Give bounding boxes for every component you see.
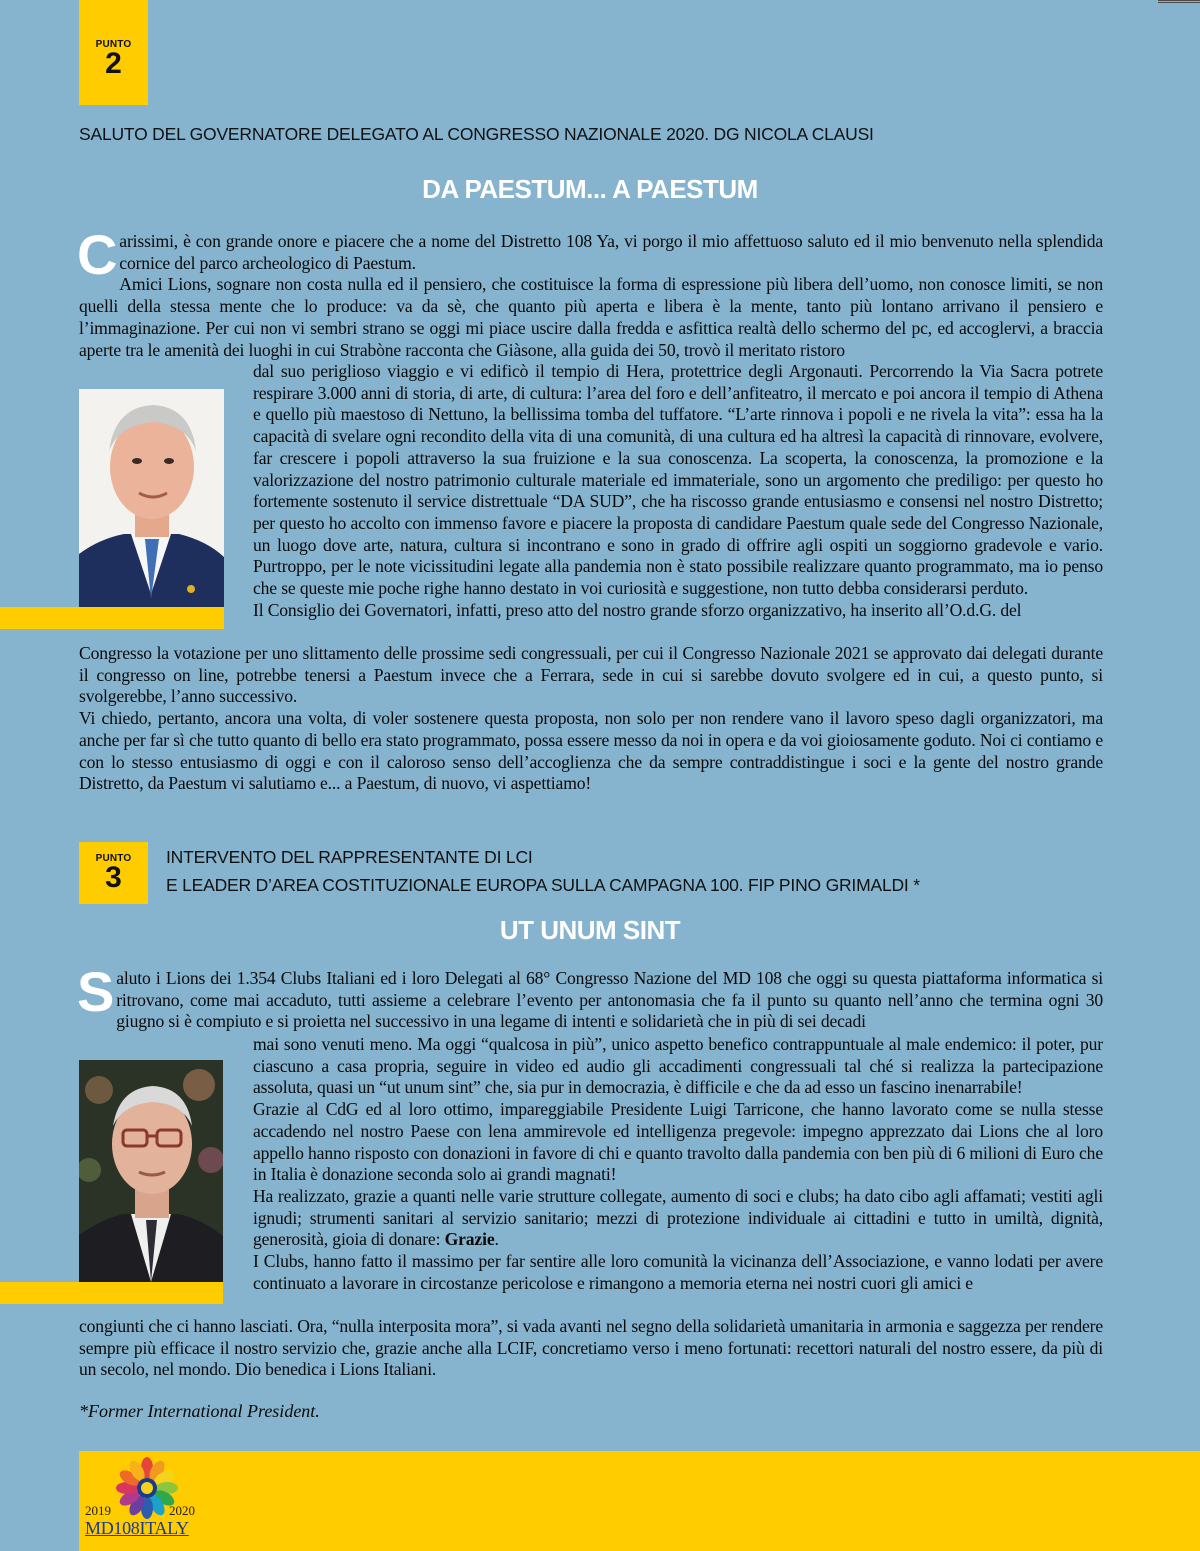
photo-accent-bar [0, 607, 224, 629]
article-title-1: DA PAESTUM... A PAESTUM [422, 174, 758, 204]
paragraph: Congresso la votazione per uno slittamento delle prossime sedi congressuali, per cui il Congresso Nazionale 2021 se approvato dai delegati durante il congresso on line, potrebbe tenersi a Paestum invece che a Ferrara, sede in cui si sarebbe dovuto svolgere ed in cui, a questo punto, si svolgerebbe, l’anno successivo. [79, 643, 1103, 707]
section-heading-2: SALUTO DEL GOVERNATORE DELEGATO AL CONGRESSO NAZIONALE 2020. DG NICOLA CLAUSI [79, 124, 874, 144]
paragraph: aluto i Lions dei 1.354 Clubs Italiani ed i loro Delegati al 68° Congresso Nazione del MD 108 che oggi su questa piattaforma informatica si ritrovano, come mai accaduto, tutti assieme a celebrare l’evento per antonomasia che fa il punto su quanto nell’anno che termina ogni 30 giugno si è compiuto e si proietta nel successivo in una legame di intenti e solidarietà che in più di sei decadi [116, 968, 1103, 1032]
punto-number: 3 [105, 861, 122, 894]
paragraph: mai sono venuti meno. Ma oggi “qualcosa in più”, unico aspetto benefico contrappuntuale al male endemico: il poter, pur ciascuno a casa propria, seguire in video ed audio gli accadimenti congressuali tal ché si realizza la partecipazione assoluta, quasi un “ut unum sint” che, sia pur in democrazia, è difficile e che da ad esso un fascino inenarrabile! [253, 1034, 1103, 1098]
paragraph-text: Ha realizzato, grazie a quanti nelle varie strutture collegate, aumento di soci e clubs; ha dato cibo agli affamati; vestiti agli ignudi; strumenti sanitari al servizio sanitario; mezzi di protezione individuale ai cittadini e tutto in umiltà, dignità, generosità, gioia di donare: [253, 1185, 1103, 1250]
portrait-photo-grimaldi [79, 1060, 223, 1282]
paragraph-end: . [494, 1229, 499, 1250]
article-text-2-bottom [79, 1316, 1103, 1381]
article-text-1-wrap [253, 361, 1103, 621]
punto-3-badge [79, 842, 148, 904]
footer-band [79, 1451, 1200, 1551]
photo-accent-bar [0, 1282, 223, 1304]
paragraph: Amici Lions, sognare non costa nulla ed il pensiero, che costituisce la forma di espressione più libera dell’uomo, non conosce limiti, se non quelli della stessa mente che lo produce: va da sè, che quanto più aperta e libera è la mente, tanto più lontano arrivano il pensiero e l’immaginazione. Per cui non vi sembri strano se oggi mi piace uscire dalla fredda e asfittica realtà dello schermo del pc, ed accoglervi, a braccia aperte tra le amenità dei luoghi in cui Strabòne racconta che Giàsone, alla guida dei 50, trovò il meritato ristoro [79, 274, 1103, 360]
article-text-1-top [77, 223, 1103, 361]
paragraph: Grazie al CdG ed al loro ottimo, impareggiabile Presidente Luigi Tarricone, che hanno lavorato come se nulla stesse accadendo nel nostro Paese con lena ammirevole ed intelligenza pregevole: impegno apprezzato dai Lions che al loro appello hanno risposto con donazioni in favore di chi e quanto travolto dalla pandemia con ben più di 6 milioni di Euro che in Italia è donazione seconda solo ai grandi magnati! [253, 1099, 1103, 1185]
paragraph: arissimi, è con grande onore e piacere che a nome del Distretto 108 Ya, vi porgo il mio affettuoso saluto ed il mio benvenuto nella splendida cornice del parco archeologico di Paestum. [119, 231, 1103, 273]
portrait-grimaldi-image [79, 1060, 223, 1282]
paragraph: Vi chiedo, pertanto, ancora una volta, di voler sostenere questa proposta, non solo per non rendere vano il lavoro speso dagli organizzatori, ma anche per far sì che tutto quanto di bello era stato programmato, possa essere messo da noi in opera e da voi gioiosamente goduto. Noi ci contiamo e con lo stesso entusiasmo di oggi e con il caloroso senso dell’accoglienza che da sempre contraddistingue i soci e la gente del nostro grande Distretto, da Paestum vi salutiamo e... a Paestum, di nuovo, vi aspettiamo! [79, 708, 1103, 794]
article-text-1-bottom [79, 643, 1103, 795]
portrait-photo-governor [79, 389, 224, 607]
section-heading-3 [166, 843, 920, 899]
punto-2-badge [79, 0, 148, 105]
top-edge-line [1158, 0, 1200, 3]
logo-wordmark: MD108ITALY [85, 1518, 189, 1538]
portrait-governor-image [79, 389, 224, 607]
footnote: *Former International President. [79, 1401, 320, 1421]
article-text-2-top [77, 960, 1103, 1033]
punto-label: PUNTO [95, 38, 132, 50]
paragraph [253, 1186, 1103, 1251]
punto-label: PUNTO [95, 853, 132, 864]
section-heading-line: INTERVENTO DEL RAPPRESENTANTE DI LCI [166, 847, 533, 867]
punto-number: 2 [105, 46, 122, 80]
section-heading-line: E LEADER D’AREA COSTITUZIONALE EUROPA SULLA CAMPAGNA 100. FIP PINO GRIMALDI * [166, 875, 920, 895]
emphasis-grazie: Grazie [444, 1229, 495, 1250]
md108-logo [79, 1451, 209, 1551]
logo-year-right: 2020 [169, 1503, 195, 1518]
paragraph: Il Consiglio dei Governatori, infatti, preso atto del nostro grande sforzo organizzativo, ha inserito all’O.d.G. del [253, 599, 1022, 620]
logo-year-left: 2019 [85, 1503, 111, 1518]
drop-cap: C [77, 223, 118, 286]
paragraph: dal suo periglioso viaggio e vi edificò il tempio di Hera, protettrice degli Argonauti. Percorrendo la Via Sacra potrete respirare 3.000 anni di storia, di arte, di cultura: l’area del foro e dell’anfiteatro, il mercato e poi ancora il tempio di Athena e quello più maestoso di Nettuno, la bellissima tomba del tuffatore. “L’arte rinnova i popoli e ne rivela la vita”: essa ha la capacità di svelare ogni recondito della vita di una comunità, di una cultura ed ha altresì la capacità di rinnovare, evolvere, far crescere i popoli attraverso la sua fruizione e la sua conoscenza. La scoperta, la conoscenza, la promozione e la valorizzazione del nostro patrimonio culturale materiale ed immateriale, sono un argomento che prediligo: per questo ho fortemente sostenuto il service distrettuale “DA SUD”, che ha riscosso grande entusiasmo e consensi nel nostro Distretto; per questo ho accolto con immenso favore e piacere la proposta di candidare Paestum quale sede del Congresso Nazionale, un luogo dove arte, natura, cultura si incontrano e sono in grado di offrire agli ospiti un soggiorno gradevole e vario. Purtroppo, per le note vicissitudini legate alla pandemia non è stato possibile realizzare quanto programmato, ma io penso che se queste mie poche righe hanno destato in voi curiosità e suggestione, non tutto debba considerarsi perduto. [253, 361, 1103, 599]
paragraph: congiunti che ci hanno lasciati. Ora, “nulla interposita mora”, si vada avanti nel segno della solidarietà umanitaria in armonia e saggezza per rendere sempre più efficace il nostro servizio che, grazie anche alla LCIF, concretiamo verso i meno fortunati: recettori naturali del nostro essere, da più di un secolo, nel mondo. Dio benedica i Lions Italiani. [79, 1316, 1103, 1380]
article-text-2-wrap [253, 1034, 1103, 1294]
drop-cap: S [77, 960, 115, 1023]
paragraph: I Clubs, hanno fatto il massimo per far sentire alle loro comunità la vicinanza dell’Associazione, e vanno lodati per avere continuato a lavorare in circostanze pericolose e rimangono a memoria eterna nei nostri cuori gli amici e [253, 1251, 1103, 1293]
article-title-2: UT UNUM SINT [499, 915, 681, 945]
